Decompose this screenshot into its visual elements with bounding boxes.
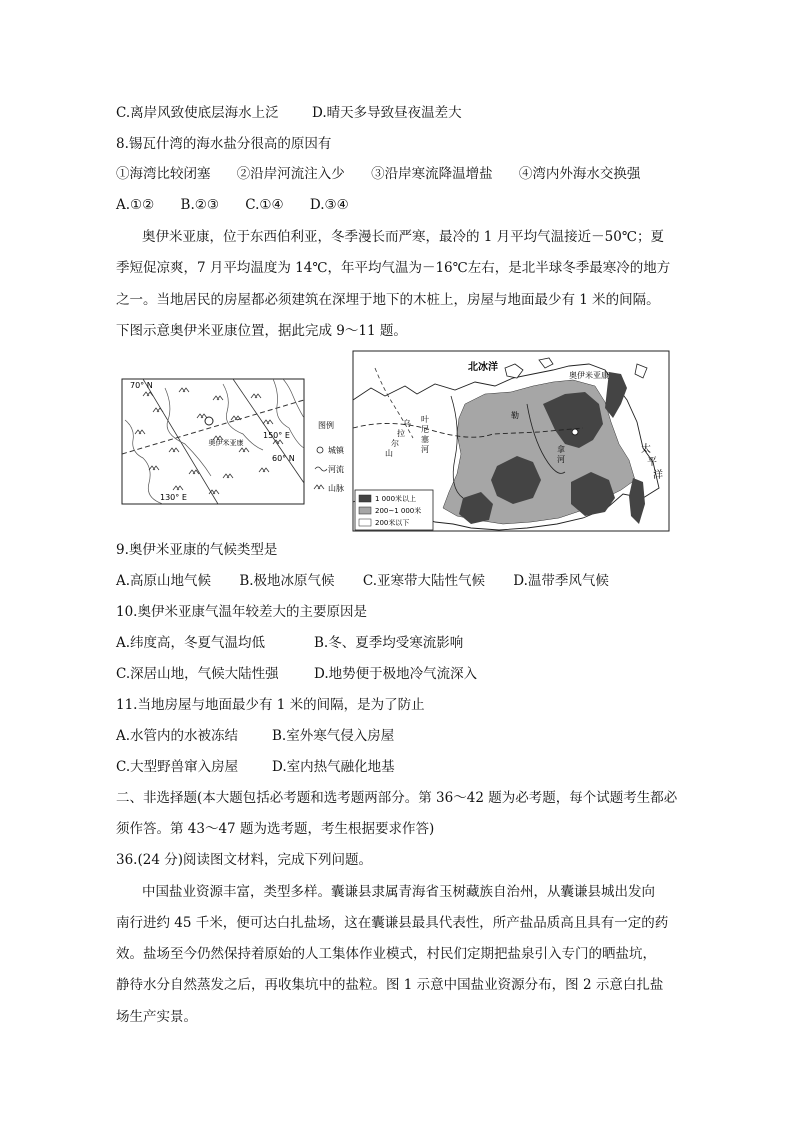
option-10c: C.深居山地，气候大陆性强 bbox=[116, 666, 279, 682]
option-7c: C.离岸风致使底层海水上泛 bbox=[116, 105, 279, 121]
question-9: 9.奥伊米亚康的气候类型是 bbox=[116, 542, 278, 558]
arctic-ocean-label: 北冰洋 bbox=[468, 362, 498, 373]
option-8d: D.③④ bbox=[309, 197, 349, 213]
option-11a: A.水管内的水被冻结 bbox=[116, 728, 239, 744]
legend-swatch-mid bbox=[359, 507, 371, 514]
legend-mid: 200~1 000米 bbox=[375, 507, 422, 515]
item-2: ②沿岸河流注入少 bbox=[236, 166, 345, 182]
pacific-label-2: 平 bbox=[647, 457, 657, 468]
question-10: 10.奥伊米亚康气温年较差大的主要原因是 bbox=[116, 604, 367, 620]
item-1: ①海湾比较闭塞 bbox=[116, 166, 211, 182]
town-legend-icon bbox=[317, 447, 323, 453]
item-4: ④湾内外海水交换强 bbox=[518, 166, 641, 182]
section-heading: 二、非选择题(本大题包括必考题和选考题两部分。第 36～42 题为必考题，每个试题考生都必 bbox=[116, 790, 678, 806]
regional-map bbox=[122, 379, 304, 504]
pacific-label-3: 洋 bbox=[653, 470, 663, 481]
option-9b: B.极地冰原气候 bbox=[239, 573, 335, 589]
passage-line: 季短促凉爽，7 月平均温度为 14℃，年平均气温为－16℃左右，是北半球冬季最寒冷的地方 bbox=[116, 260, 671, 276]
passage-line: 南行进约 45 千米，便可达白扎盐场，这在囊谦县最具代表性，所产盐品质高且具有一定的药 bbox=[116, 915, 669, 931]
legend-title: 图例 bbox=[318, 421, 334, 430]
place-label: 奥伊米亚康 bbox=[208, 439, 244, 447]
option-8a: A.①② bbox=[116, 197, 155, 213]
lena-label-1: 勒 bbox=[511, 411, 519, 420]
passage-line: 下图示意奥伊米亚康位置，据此完成 9～11 题。 bbox=[116, 323, 407, 339]
option-7d: D.晴天多导致昼夜温差大 bbox=[312, 105, 462, 121]
option-8b: B.②③ bbox=[180, 197, 219, 213]
passage-line: 静待水分自然蒸发之后，再收集坑中的盐粒。图 1 示意中国盐业资源分布，图 2 示意白扎盐 bbox=[116, 977, 664, 993]
item-3: ③沿岸寒流降温增盐 bbox=[371, 166, 493, 182]
legend-regional bbox=[314, 420, 345, 493]
question-9-options bbox=[116, 571, 609, 591]
question-11: 11.当地房屋与地面最少有 1 米的间隔，是为了防止 bbox=[116, 697, 425, 713]
yenisei-label-1: 叶 bbox=[421, 415, 429, 424]
ural-label-4: 山 bbox=[385, 449, 393, 458]
option-10b: B.冬、夏季均受寒流影响 bbox=[314, 635, 464, 651]
legend-swatch-high bbox=[359, 495, 371, 502]
lena-label-3: 河 bbox=[557, 455, 565, 464]
question-8: 8.锡瓦什湾的海水盐分很高的原因有 bbox=[116, 136, 332, 152]
option-9c: C.亚寒带大陆性气候 bbox=[362, 573, 485, 589]
yenisei-label-4: 河 bbox=[421, 445, 429, 454]
option-10a: A.纬度高，冬夏气温均低 bbox=[116, 635, 266, 651]
oymyakon-marker bbox=[572, 429, 578, 435]
legend-low: 200米以下 bbox=[375, 519, 410, 527]
lat-60-label: 60° N bbox=[272, 454, 295, 463]
option-11c: C.大型野兽窜入房屋 bbox=[116, 759, 239, 775]
lon-150-label: 150° E bbox=[263, 431, 290, 440]
passage-line: 之一。当地居民的房屋都必须建筑在深埋于地下的木桩上，房屋与地面最少有 1 米的间隔。 bbox=[116, 292, 660, 308]
section-heading-cont: 须作答。第 43～47 题为选考题，考生根据要求作答) bbox=[116, 821, 435, 837]
passage-line: 场生产实景。 bbox=[116, 1009, 197, 1025]
option-9d: D.温带季风气候 bbox=[513, 573, 609, 589]
option-10d: D.地势便于极地冷气流深入 bbox=[314, 666, 478, 682]
pacific-label-1: 太 bbox=[641, 444, 651, 455]
ural-label-2: 拉 bbox=[397, 429, 405, 438]
mountain-legend-icon bbox=[314, 485, 324, 489]
option-11b: B.室外寒气侵入房屋 bbox=[272, 728, 395, 744]
legend-river: 河流 bbox=[328, 465, 344, 474]
lena-label-2: 拿 bbox=[557, 445, 565, 454]
elevation-legend bbox=[355, 490, 433, 530]
option-8c: C.①④ bbox=[245, 197, 284, 213]
legend-high: 1 000米以上 bbox=[375, 495, 417, 503]
question-36: 36.(24 分)阅读图文材料，完成下列问题。 bbox=[116, 852, 372, 868]
ural-label-1: 乌 bbox=[403, 419, 411, 428]
lat-70-label: 70° N bbox=[130, 381, 153, 390]
lon-130-label: 130° E bbox=[160, 493, 187, 502]
passage-line: 中国盐业资源丰富，类型多样。囊谦县隶属青海省玉树藏族自治州，从囊谦县城出发向 bbox=[142, 884, 655, 900]
yenisei-label-2: 尼 bbox=[421, 425, 429, 434]
option-11d: D.室内热气融化地基 bbox=[272, 759, 395, 775]
option-9a: A.高原山地气候 bbox=[116, 573, 212, 589]
yenisei-label-3: 塞 bbox=[421, 435, 429, 444]
location-maps bbox=[113, 348, 673, 534]
river-legend-icon bbox=[315, 467, 327, 471]
passage-line: 效。盐场至今仍然保持着原始的人工集体作业模式，村民们定期把盐泉引入专门的晒盐坑， bbox=[116, 946, 656, 962]
town-marker bbox=[205, 417, 213, 425]
question-8-options bbox=[116, 195, 349, 215]
legend-town: 城镇 bbox=[328, 446, 344, 455]
ural-label-3: 尔 bbox=[391, 439, 399, 448]
passage-line: 奥伊米亚康，位于东西伯利亚，冬季漫长而严寒，最冷的 1 月平均气温接近－50℃；夏 bbox=[142, 229, 664, 245]
place-label: 奥伊米亚康 bbox=[569, 371, 609, 380]
legend-mountain: 山脉 bbox=[328, 484, 344, 493]
legend-swatch-low bbox=[359, 519, 371, 526]
question-8-items bbox=[116, 164, 640, 184]
